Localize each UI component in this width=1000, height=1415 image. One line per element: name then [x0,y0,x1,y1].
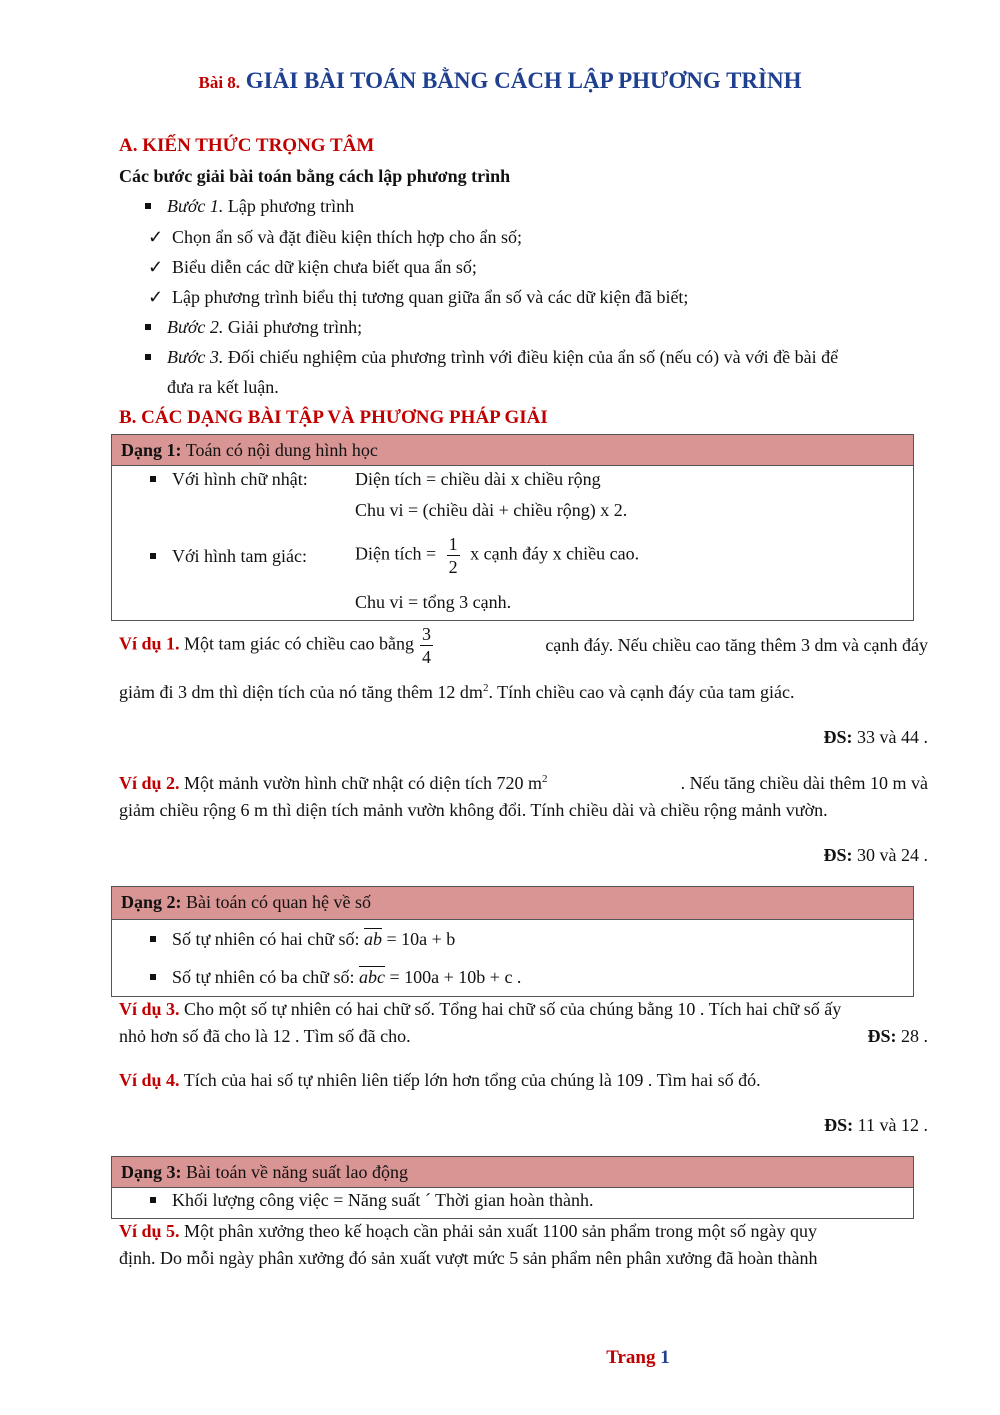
checkmark-icon: ✓ [148,287,164,307]
dang-1-box [111,434,914,621]
fraction-one-half [447,533,460,578]
check-text: Chọn ẩn số và đặt điều kiện thích hợp cho ẩn số; [172,227,522,247]
check-text: Lập phương trình biểu thị tương quan giữa ẩn số và các dữ kiện đã biết; [172,287,689,307]
check-item-3 [148,287,688,308]
footer-label: Trang [606,1347,656,1368]
example-3-text: Cho một số tự nhiên có hai chữ số. Tổng hai chữ số của chúng bằng 10 . Tích hai chữ số ấy [184,999,842,1019]
square-bullet-icon [145,354,151,360]
two-digit-text: Số tự nhiên có hai chữ số: [172,929,360,949]
dang-3-title: Bài toán về năng suất lao động [186,1162,408,1182]
example-5-line-1 [119,1221,928,1242]
three-digit-text: Số tự nhiên có ba chữ số: [172,967,355,987]
example-4-answer [824,1115,928,1136]
step-3-label: Bước 3. [167,347,224,367]
answer-value: 30 và 24 . [857,845,928,865]
example-2-text: Một mảnh vườn hình chữ nhật có diện tích 720 m [184,773,543,793]
example-1-text-2: cạnh đáy. Nếu chiều cao tăng thêm 3 dm và cạnh đáy [545,635,928,655]
example-4-line-1 [119,1070,761,1091]
productivity-formula: Khối lượng công việc = Năng suất ´ Thời gian hoàn thành. [172,1190,594,1210]
dang-1-header [112,435,913,466]
example-1-text: Một tam giác có chiều cao bằng [184,633,414,654]
fraction-denominator: 4 [421,647,431,667]
rect-row [150,469,308,490]
square-bullet-icon [150,476,156,482]
two-digit-formula: = 10a + b [382,929,456,949]
overline-abc: $\overline{abc}$ [359,967,385,987]
example-3-answer [867,1026,928,1047]
fraction-three-quarters [420,623,433,668]
check-item-2 [148,257,477,278]
page-footer [0,1347,1000,1369]
answer-label: ĐS: [824,1115,854,1135]
checkmark-icon: ✓ [148,227,164,247]
example-3-line-2: nhỏ hơn số đã cho là 12 . Tìm số đã cho. [119,1026,411,1046]
example-4-label: Ví dụ 4. [119,1070,180,1090]
answer-label: ĐS: [823,845,853,865]
square-bullet-icon [145,324,151,330]
superscript: 2 [482,682,489,694]
fraction-numerator: 3 [421,624,431,644]
example-1-label: Ví dụ 1. [119,633,180,654]
dang-1-label: Dạng 1: [121,440,182,460]
rect-area: Diện tích = chiều dài x chiều rộng [355,469,601,489]
example-3-label: Ví dụ 3. [119,999,180,1019]
tri-row [150,546,307,567]
step-2-label: Bước 2. [167,317,224,337]
three-digit-formula: = 100a + 10b + c . [385,967,522,987]
example-5-label: Ví dụ 5. [119,1221,180,1241]
step-2 [145,317,362,338]
check-item-1 [148,227,522,248]
tri-perimeter: Chu vi = tổng 3 cạnh. [355,592,512,612]
example-2-text-2: . Nếu tăng chiều dài thêm 10 m và [680,773,928,793]
tri-label: Với hình tam giác: [172,546,307,566]
dang-2-label: Dạng 2: [121,892,182,912]
example-3-line-1 [119,999,841,1020]
example-1-line-2 [119,682,794,703]
example-2-line-1 [119,773,928,794]
example-2-label: Ví dụ 2. [119,773,180,793]
example-1 [119,623,928,668]
checkmark-icon: ✓ [148,257,164,277]
rect-label: Với hình chữ nhật: [172,469,308,489]
fraction-numerator: 1 [448,534,458,554]
check-text: Biểu diễn các dữ kiện chưa biết qua ẩn số; [172,257,477,277]
tri-area [355,533,639,578]
answer-value: 33 và 44 . [857,727,928,747]
step-1-label: Bước 1. [167,196,224,216]
example-1-line-1 [119,623,928,668]
square-bullet-icon [150,974,156,980]
dang-3-label: Dạng 3: [121,1162,182,1182]
title-main: GIẢI BÀI TOÁN BẰNG CÁCH LẬP PHƯƠNG TRÌNH [245,68,802,93]
example-5-text: Một phân xưởng theo kế hoạch cần phải sản xuất 1100 sản phẩm trong một số ngày quy [184,1221,818,1241]
tri-area-suffix: x cạnh đáy x chiều cao. [470,543,640,564]
section-a-subheading: Các bước giải bài toán bằng cách lập phương trình [119,166,511,186]
tri-area-prefix: Diện tích = [355,543,437,564]
answer-label: ĐS: [867,1026,897,1046]
example-5-line-2: định. Do mỗi ngày phân xưởng đó sản xuất vượt mức 5 sản phẩm nên phân xưởng đã hoàn thành [119,1248,818,1268]
answer-value: 11 và 12 . [857,1115,928,1135]
page-number: 1 [660,1347,670,1368]
example-1-text-4: . Tính chiều cao và cạnh đáy của tam giác. [488,682,795,702]
fraction-denominator: 2 [448,557,458,577]
example-2-line-2: giảm chiều rộng 6 m thì diện tích mảnh vườn không đổi. Tính chiều dài và chiều rộng mảnh vườn. [119,800,828,820]
example-1-text-3: giảm đi 3 dm thì diện tích của nó tăng thêm 12 dm [119,682,483,702]
section-a-heading: A. KIẾN THỨC TRỌNG TÂM [119,135,375,156]
dang-2-header [112,887,913,920]
example-2-answer [823,845,928,866]
example-4-text: Tích của hai số tự nhiên liên tiếp lớn hơn tổng của chúng là 109 . Tìm hai số đó. [183,1070,761,1090]
two-digit-number-row [150,929,455,950]
square-bullet-icon [150,1197,156,1203]
dang-2-title: Bài toán có quan hệ về số [186,892,371,912]
step-1-text: Lập phương trình [227,196,355,216]
answer-label: ĐS: [823,727,853,747]
dang-3-header [112,1157,913,1188]
title-prefix: Bài 8. [198,73,241,92]
answer-value: 28 . [901,1026,928,1046]
step-1 [145,196,354,217]
section-b-heading: B. CÁC DẠNG BÀI TẬP VÀ PHƯƠNG PHÁP GIẢI [119,407,548,428]
square-bullet-icon [150,936,156,942]
example-1-answer [823,727,928,748]
step-3-text: Đối chiếu nghiệm của phương trình với điều kiện của ẩn số (nếu có) và với đề bài để [227,347,839,367]
overline-ab: $\overline{ab}$ [364,929,382,949]
step-3 [145,347,838,368]
square-bullet-icon [150,553,156,559]
superscript: 2 [542,773,548,785]
productivity-formula-row [150,1190,594,1211]
three-digit-number-row [150,967,521,988]
step-2-text: Giải phương trình; [227,317,363,337]
step-3-continued: đưa ra kết luận. [167,377,279,397]
dang-1-title: Toán có nội dung hình học [185,440,378,460]
page-title [0,68,1000,94]
rect-perimeter: Chu vi = (chiều dài + chiều rộng) x 2. [355,500,628,520]
square-bullet-icon [145,203,151,209]
